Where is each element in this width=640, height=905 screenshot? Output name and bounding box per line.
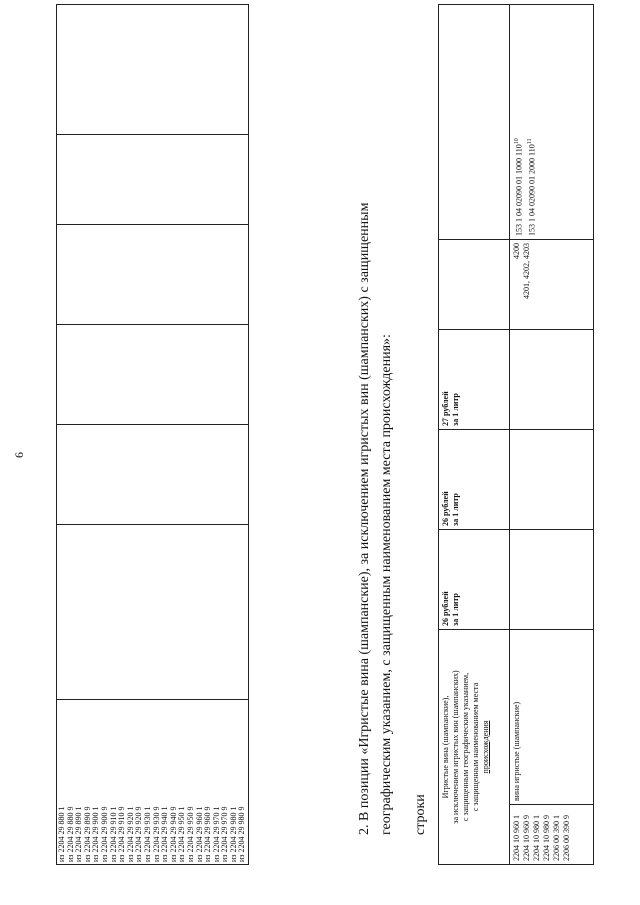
rate-amount: 26 рублей (441, 491, 450, 526)
bottom-table (438, 4, 594, 865)
code-item: из 2204 29 940 1 (160, 806, 170, 862)
code-item: из 2204 29 890 9 (82, 806, 92, 862)
top-table-cell (57, 525, 249, 700)
code-list (58, 702, 247, 862)
code-item: из 2204 29 890 1 (74, 806, 84, 862)
code-item: из 2204 29 960 9 (203, 806, 213, 862)
code-item: из 2204 29 960 1 (194, 806, 204, 862)
code-item: из 2204 29 920 9 (134, 806, 144, 862)
code-item: из 2204 29 880 9 (65, 806, 75, 862)
table-row (510, 4, 594, 864)
top-table-code-cell (57, 700, 249, 865)
rate-amount: 26 рублей (441, 591, 450, 626)
row-name: вина игристые (шампанские) (510, 629, 594, 804)
kbk-value: 153 1 04 02090 01 1000 110 (514, 144, 524, 236)
code-item: 2204 10 980 9 (542, 815, 552, 861)
header-line: с защищенным географическим указанием, (461, 672, 470, 822)
kbk-code (512, 8, 525, 236)
paragraph-line-1: 2. В позиции «Игристые вина (шампанские), за исключением игристых вин (шампанских) с защищенным (357, 202, 372, 835)
code-item: из 2204 29 980 1 (228, 806, 238, 862)
paragraph-line-2: географическим указанием, с защищенным наименованием места происхождения»: (379, 334, 394, 835)
top-table-cell (57, 135, 249, 225)
code-item: из 2204 29 880 1 (57, 806, 66, 862)
rows-label: строки (413, 794, 428, 835)
header-rate-3 (439, 329, 510, 429)
row-codes (510, 805, 594, 865)
rate-unit: за 1 литр (451, 393, 460, 426)
line-code: 4201, 4202, 4203 (522, 242, 532, 299)
code-item: из 2204 29 950 9 (185, 806, 195, 862)
row-empty (510, 329, 594, 429)
header-empty (439, 4, 510, 239)
top-table-cell (57, 325, 249, 425)
kbk-code (525, 8, 538, 236)
footnote-mark: 10 (514, 138, 521, 145)
code-item: из 2204 29 910 1 (108, 806, 118, 862)
top-table-cell (57, 5, 249, 135)
footnote-mark: 11 (526, 138, 533, 145)
row-kbk (510, 4, 594, 239)
code-item: из 2204 29 950 1 (177, 806, 187, 862)
header-line: с защищенным наименованием места (471, 682, 480, 812)
row-empty (510, 429, 594, 529)
code-item: из 2204 29 940 9 (168, 806, 178, 862)
code-item: из 2204 29 910 9 (117, 806, 127, 862)
code-item: из 2204 29 930 9 (151, 806, 161, 862)
code-list (512, 808, 572, 861)
code-item: из 2204 29 970 9 (220, 806, 230, 862)
header-empty (439, 239, 510, 329)
line-code: 4200 (512, 242, 522, 259)
header-rate-1 (439, 529, 510, 629)
code-item: из 2204 29 930 1 (142, 806, 152, 862)
code-item: из 2204 29 980 9 (237, 806, 247, 862)
code-item: 2206 00 390 9 (562, 815, 572, 861)
header-row (439, 4, 510, 864)
top-table-cell (57, 225, 249, 325)
header-line: за исключением игристых вин (шампанских) (451, 670, 460, 824)
code-item: из 2204 29 920 1 (125, 806, 135, 862)
rate-unit: за 1 литр (451, 593, 460, 626)
code-item: из 2204 29 900 9 (99, 806, 109, 862)
row-empty (510, 529, 594, 629)
code-item: 2206 00 390 1 (552, 815, 562, 861)
header-rate-2 (439, 429, 510, 529)
code-item: из 2204 29 900 1 (91, 806, 101, 862)
header-line: Игристые вина (шампанские), (441, 695, 450, 799)
row-line-codes (510, 239, 594, 329)
rate-amount: 27 рублей (441, 391, 450, 426)
top-table-cell (57, 425, 249, 525)
header-description (439, 629, 510, 864)
kbk-value: 153 1 04 02090 01 2000 110 (527, 144, 537, 236)
code-item: 2204 10 960 9 (522, 815, 532, 861)
code-item: из 2204 29 970 1 (211, 806, 221, 862)
rate-unit: за 1 литр (451, 493, 460, 526)
page-number: 6 (12, 452, 26, 458)
code-item: 2204 10 960 1 (512, 815, 522, 861)
header-line: происхождения (481, 720, 490, 774)
code-item: 2204 10 980 1 (532, 815, 542, 861)
top-table (56, 4, 249, 865)
